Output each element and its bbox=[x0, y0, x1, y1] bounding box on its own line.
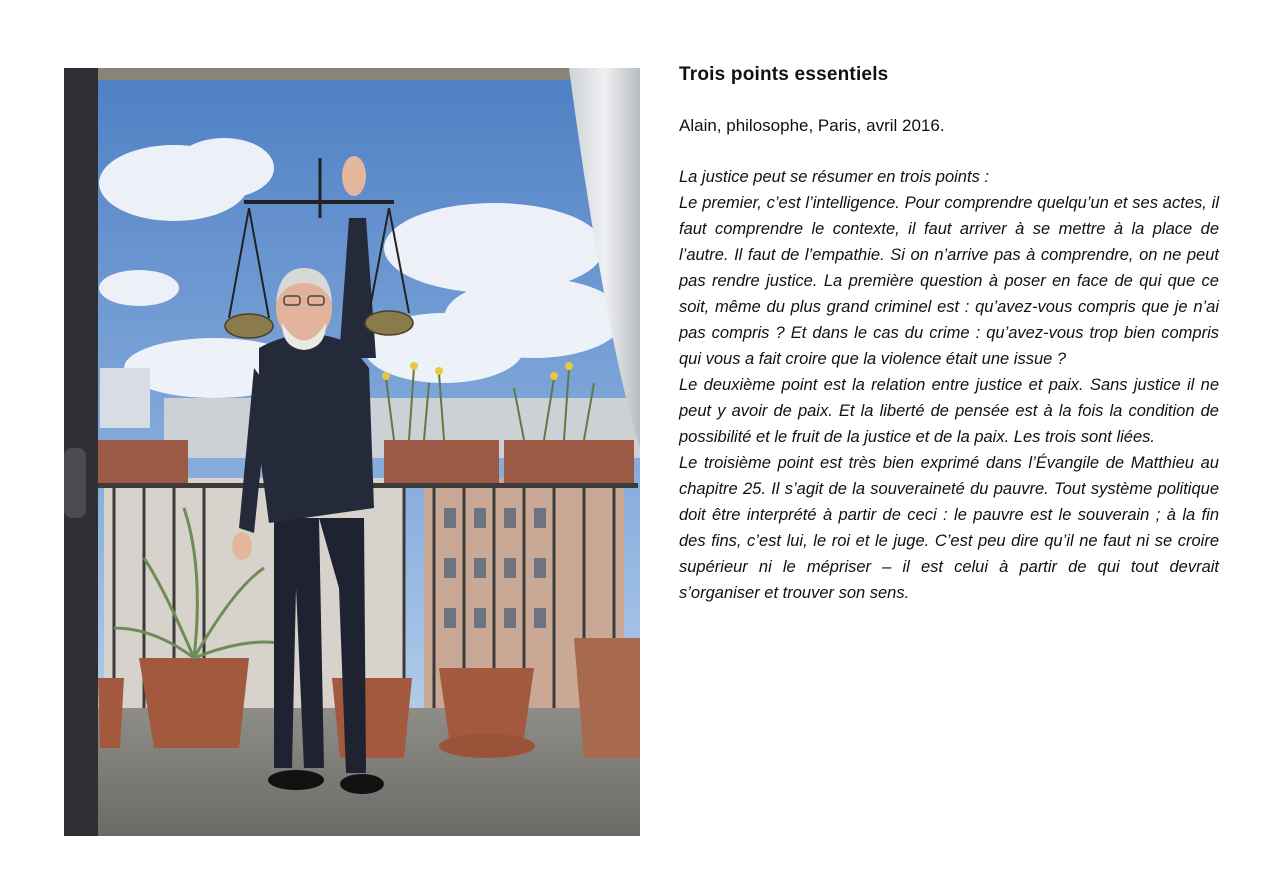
article-title: Trois points essentiels bbox=[679, 64, 889, 85]
article-body bbox=[679, 164, 1219, 606]
paragraph-second-point: Le deuxième point est la relation entre justice et paix. Sans justice il ne peut y avoir de paix. Et la liberté de pensée est à la fois la condition de possibilité et le fruit de la justice et de la paix. Les trois sont liées. bbox=[679, 376, 1219, 446]
paragraph-first-point: Le premier, c’est l’intelligence. Pour comprendre quelqu’un et ses actes, il faut comprendre le contexte, il faut arriver à se mettre à la place de l’autre. Il faut de l’empathie. Si on n’arrive pas à comprendre, on ne peut pas rendre justice. La première question à poser en face de qui que ce soit, même du plus grand criminel est : qu’avez-vous compris que je n’ai pas compris ? Et dans le cas du crime : qu’avez-vous trop bien compris qui vous a fait croire que la violence était une issue ? bbox=[679, 194, 1219, 368]
paragraph-intro: La justice peut se résumer en trois points : bbox=[679, 168, 989, 186]
article-byline: Alain, philosophe, Paris, avril 2016. bbox=[679, 116, 945, 135]
article bbox=[679, 64, 1219, 606]
photo bbox=[64, 68, 640, 836]
photo-man-holding-scales bbox=[64, 68, 640, 836]
paragraph-third-point: Le troisième point est très bien exprimé dans l’Évangile de Matthieu au chapitre 25. Il s’agit de la souveraineté du pauvre. Tout système politique doit être interprété à partir de ceci : le pauvre est le souverain ; à la fin des fins, c’est lui, le roi et le juge. C’est peu dire qu’il ne faut ni se croire supérieur ni le mépriser – il est celui à partir de qui tout devrait s’organiser et trouver son sens. bbox=[679, 454, 1219, 602]
